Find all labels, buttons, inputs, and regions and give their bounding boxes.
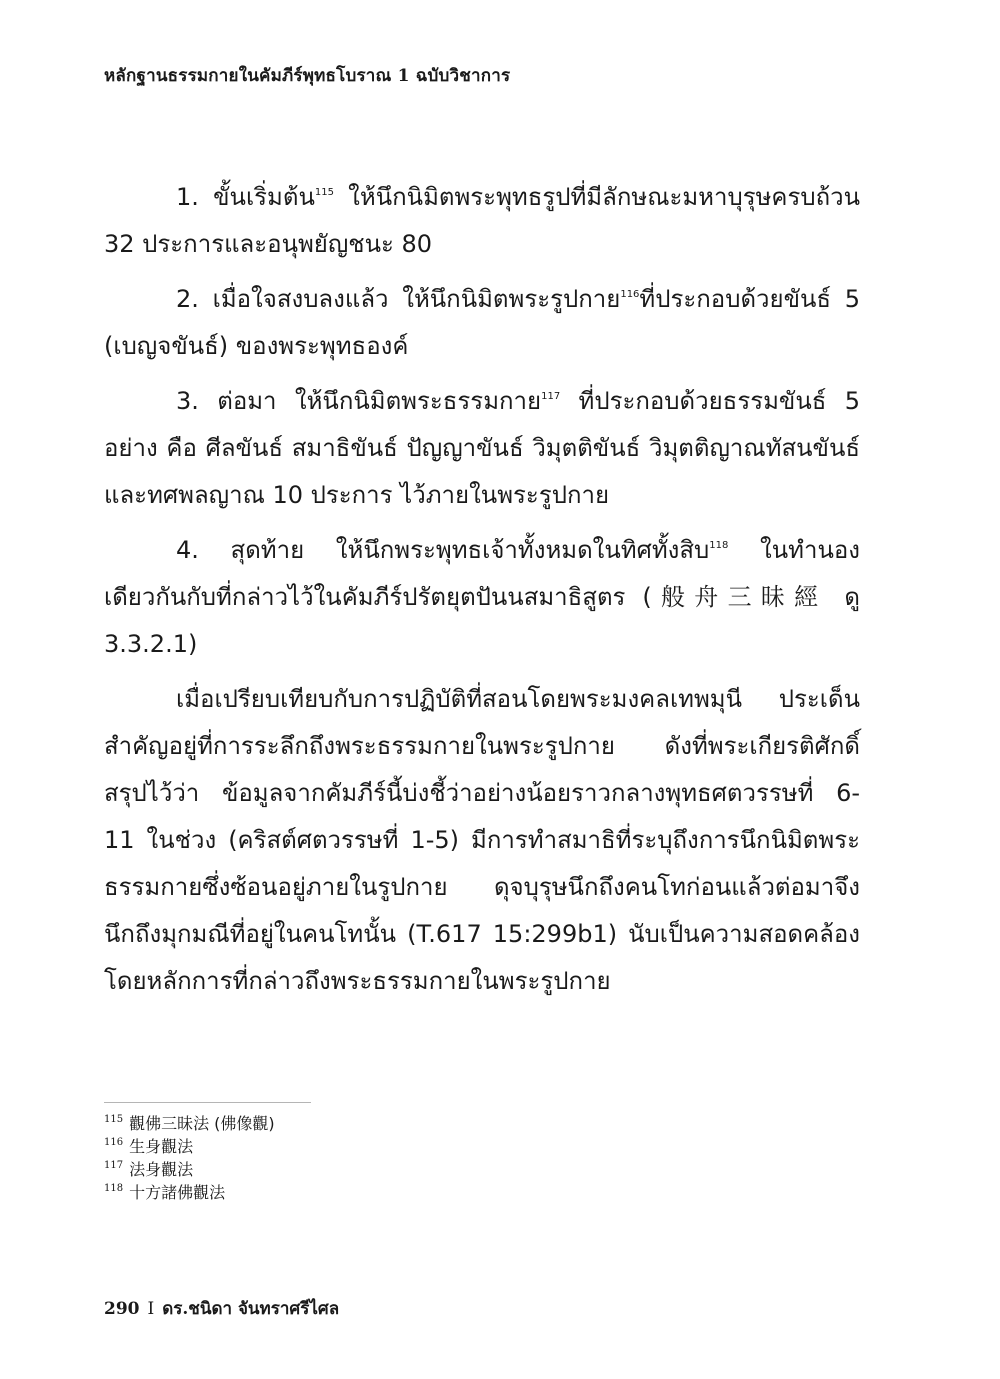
- paragraph-step-1: [104, 174, 860, 268]
- footnote-ref: 116: [620, 289, 640, 300]
- paragraph-text: 2. เมื่อใจสงบลงแล้ว ให้นึกนิมิตพระรูปกาย: [176, 285, 621, 313]
- paragraph-step-4: [104, 527, 860, 668]
- paragraph-text: ที่ประกอบด้วยธรรมขันธ์ 5 อย่าง คือ ศีลขันธ์ สมาธิขันธ์ ปัญญาขันธ์ วิมุตติขันธ์ วิมุตติญาณทัสนขันธ์ และทศพลญาณ 10 ประการ ไว้ภายในพระรูปกาย: [104, 387, 860, 509]
- footnote-116: [104, 1135, 275, 1158]
- paragraph-comparison: [104, 676, 860, 1005]
- footnote-text: 法身觀法: [129, 1160, 194, 1179]
- footnote-ref: 118: [709, 540, 729, 551]
- paragraph-text: 4. สุดท้าย ให้นึกพระพุทธเจ้าทั้งหมดในทิศทั้งสิบ: [176, 536, 710, 564]
- paragraph-text: ในทำนองเดียวกันกับที่กล่าวไว้ในคัมภีร์ปรัตยุตปันนสมาธิสูตร (般舟三昧經 ดู 3.3.2.1): [104, 536, 860, 658]
- paragraph-text: ให้นึกนิมิตพระพุทธรูปที่มีลักษณะมหาบุรุษครบถ้วน 32 ประการและอนุพยัญชนะ 80: [104, 183, 860, 258]
- page-number: 290: [104, 1299, 140, 1319]
- paragraph-text: เมื่อเปรียบเทียบกับการปฏิบัติที่สอนโดยพระมงคลเทพมุนี ประเด็นสำคัญอยู่ที่การระลึกถึงพระธรรมกายในพระรูปกาย ดังที่พระเกียรติศักดิ์สรุปไว้ว่า ข้อมูลจากคัมภีร์นี้บ่งชี้ว่าอย่างน้อยราวกลางพุทธศตวรรษที่ 6-11 ในช่วง (คริสต์ศตวรรษที่ 1-5) มีการทำสมาธิที่ระบุถึงการนึกนิมิตพระธรรมกายซึ่งซ้อนอยู่ภายในรูปกาย ดุจบุรุษนึกถึงคนโทก่อนแล้วต่อมาจึงนึกถึงมุกมณีที่อยู่ในคนโทนั้น (T.617 15:299b1) นับเป็นความสอดคล้องโดยหลักการที่กล่าวถึงพระธรรมกายในพระรูปกาย: [104, 685, 860, 995]
- footnote-divider: [104, 1102, 311, 1103]
- body-text: [104, 174, 860, 1005]
- footnote-117: [104, 1158, 275, 1181]
- footnote-number: 115: [104, 1114, 124, 1125]
- footnote-text: 生身觀法: [129, 1137, 194, 1156]
- paragraph-step-3: [104, 378, 860, 519]
- footnote-115: [104, 1112, 275, 1135]
- footnote-text: 觀佛三昧法 (佛像觀): [129, 1114, 275, 1133]
- footnote-118: [104, 1181, 275, 1204]
- footnote-number: 116: [104, 1137, 124, 1148]
- paragraph-text: ที่ประกอบด้วยขันธ์ 5 (เบญจขันธ์) ของพระพุทธองค์: [104, 285, 861, 360]
- footnote-number: 118: [104, 1183, 124, 1194]
- footnotes: [104, 1112, 275, 1204]
- footer-separator: I: [147, 1299, 155, 1319]
- paragraph-text: 1. ขั้นเริ่มต้น: [176, 183, 315, 211]
- footnote-ref: 115: [314, 187, 334, 198]
- paragraph-text: 3. ต่อมา ให้นึกนิมิตพระธรรมกาย: [176, 387, 542, 415]
- running-header: หลักฐานธรรมกายในคัมภีร์พุทธโบราณ 1 ฉบับวิชาการ: [104, 66, 511, 86]
- footnote-number: 117: [104, 1160, 124, 1171]
- footnote-text: 十方諸佛觀法: [129, 1183, 226, 1202]
- author-name: ดร.ชนิดา จันทราศรีไศล: [162, 1299, 340, 1319]
- footnote-ref: 117: [541, 391, 561, 402]
- paragraph-step-2: [104, 276, 860, 370]
- page-footer: [104, 1295, 339, 1322]
